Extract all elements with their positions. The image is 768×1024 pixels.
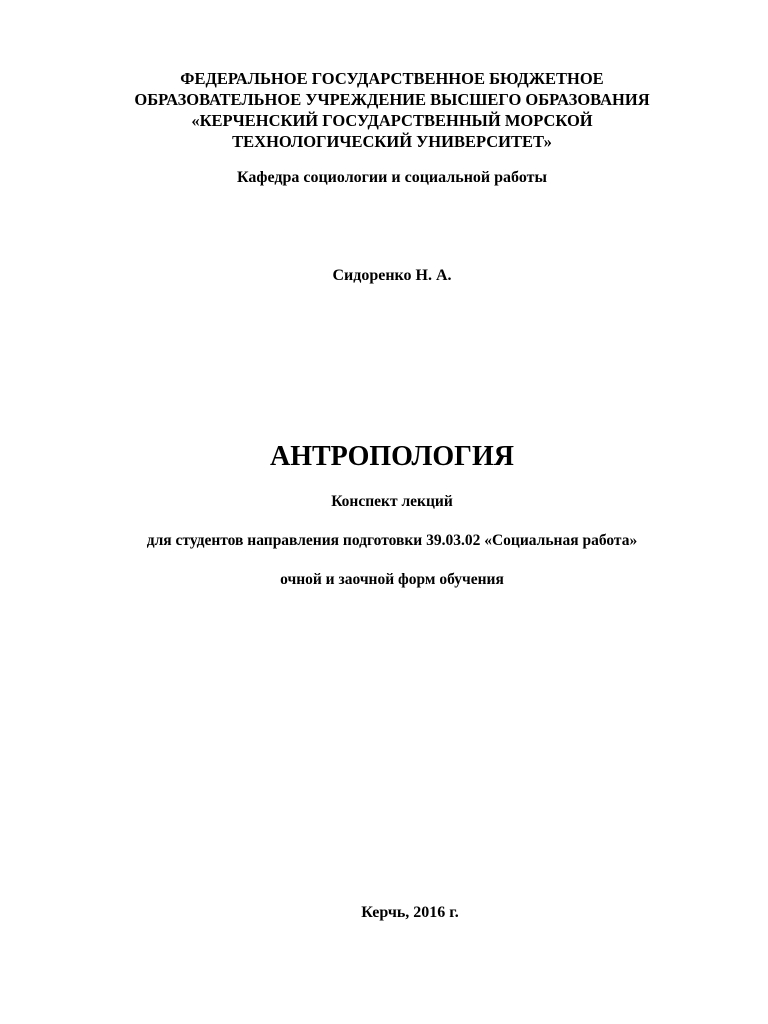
institution-line-1: ФЕДЕРАЛЬНОЕ ГОСУДАРСТВЕННОЕ БЮДЖЕТНОЕ [180, 69, 604, 88]
department-name: Кафедра социологии и социальной работы [237, 169, 547, 186]
institution-line-4: ТЕХНОЛОГИЧЕСКИЙ УНИВЕРСИТЕТ» [232, 132, 552, 151]
institution-line-2: ОБРАЗОВАТЕЛЬНОЕ УЧРЕЖДЕНИЕ ВЫСШЕГО ОБРАЗОВАНИЯ [134, 90, 650, 109]
author-name: Сидоренко Н. А. [332, 267, 452, 284]
document-title: АНТРОПОЛОГИЯ [269, 441, 514, 472]
document-subtitle: Конспект лекций [331, 493, 453, 510]
institution-header [0, 68, 768, 152]
target-audience: для студентов направления подготовки 39.03.02 «Социальная работа» [146, 532, 638, 549]
place-and-year: Керчь, 2016 г. [361, 904, 459, 921]
institution-line-3: «КЕРЧЕНСКИЙ ГОСУДАРСТВЕННЫЙ МОРСКОЙ [191, 111, 593, 130]
study-form: очной и заочной форм обучения [280, 571, 504, 588]
